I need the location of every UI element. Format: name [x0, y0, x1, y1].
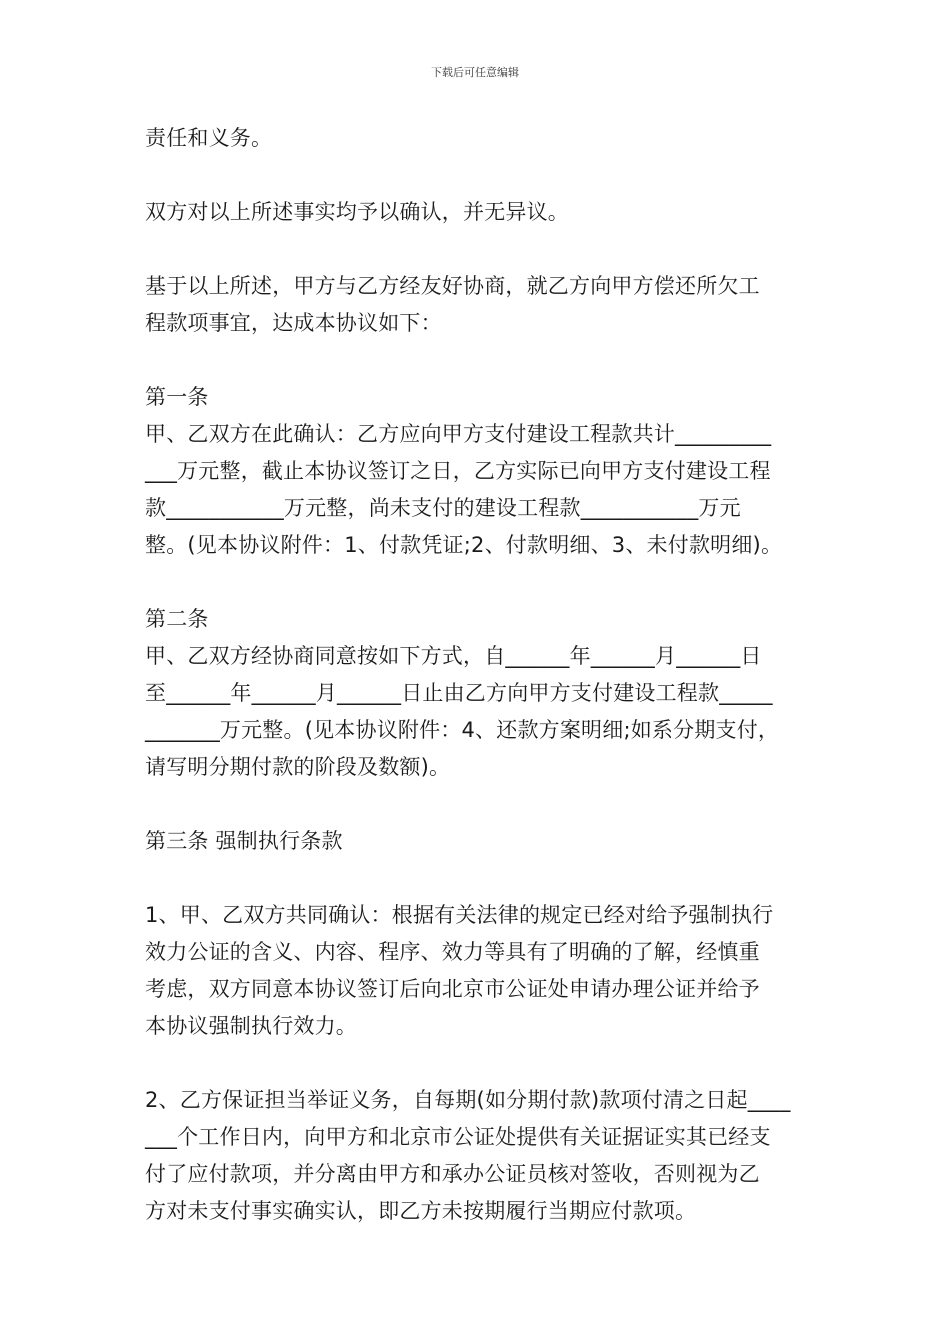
- paragraph-basis: [145, 268, 810, 342]
- heading-line: 第二条: [145, 607, 209, 631]
- text-line: 考虑，双方同意本协议签订后向北京市公证处申请办理公证并给予: [145, 977, 760, 1001]
- text-line: ___个工作日内，向甲方和北京市公证处提供有关证据证实其已经支: [145, 1125, 771, 1149]
- text-line: 效力公证的含义、内容、程序、效力等具有了明确的了解，经慎重: [145, 940, 760, 964]
- heading-line: 第一条: [145, 385, 209, 409]
- article-1-title: [145, 379, 810, 416]
- article-2-title: [145, 601, 810, 638]
- text-line: 基于以上所述，甲方与乙方经友好协商，就乙方向甲方偿还所欠工: [145, 274, 760, 298]
- article-1-body: [145, 416, 810, 564]
- text-line: 甲、乙双方经协商同意按如下方式，自______年______月______日: [145, 644, 762, 668]
- text-line: 整。(见本协议附件：1、付款凭证;2、付款明细、3、未付款明细)。: [145, 533, 783, 557]
- text-line: 请写明分期付款的阶段及数额)。: [145, 755, 451, 779]
- article-3-title: [145, 823, 810, 860]
- text-line: ___万元整，截止本协议签订之日，乙方实际已向甲方支付建设工程: [145, 459, 771, 483]
- text-line: 2、乙方保证担当举证义务，自每期(如分期付款)款项付清之日起____: [145, 1088, 791, 1112]
- text-line: 双方对以上所述事实均予以确认，并无异议。: [145, 200, 569, 224]
- page-header: 下载后可任意编辑: [431, 66, 519, 79]
- text-line: 责任和义务。: [145, 126, 273, 150]
- text-line: 方对未支付事实确实认，即乙方未按期履行当期应付款项。: [145, 1199, 697, 1223]
- document-body: [145, 120, 810, 1267]
- text-line: _______万元整。(见本协议附件：4、还款方案明细;如系分期支付，: [145, 718, 780, 742]
- article-2-body: [145, 638, 810, 786]
- clause-1: [145, 897, 810, 1045]
- paragraph-responsibility: [145, 120, 810, 157]
- text-line: 付了应付款项，并分离由甲方和承办公证员核对签收，否则视为乙: [145, 1162, 760, 1186]
- text-line: 款___________万元整，尚未支付的建设工程款___________万元: [145, 496, 741, 520]
- text-line: 至______年______月______日止由乙方向甲方支付建设工程款_____: [145, 681, 773, 705]
- text-line: 程款项事宜，达成本协议如下：: [145, 311, 442, 335]
- heading-line: 第三条 强制执行条款: [145, 829, 343, 853]
- text-line: 甲、乙双方在此确认：乙方应向甲方支付建设工程款共计_________: [145, 422, 772, 446]
- text-line: 1、甲、乙双方共同确认：根据有关法律的规定已经对给予强制执行: [145, 903, 774, 927]
- clause-2: [145, 1082, 810, 1230]
- paragraph-confirmation: [145, 194, 810, 231]
- text-line: 本协议强制执行效力。: [145, 1014, 357, 1038]
